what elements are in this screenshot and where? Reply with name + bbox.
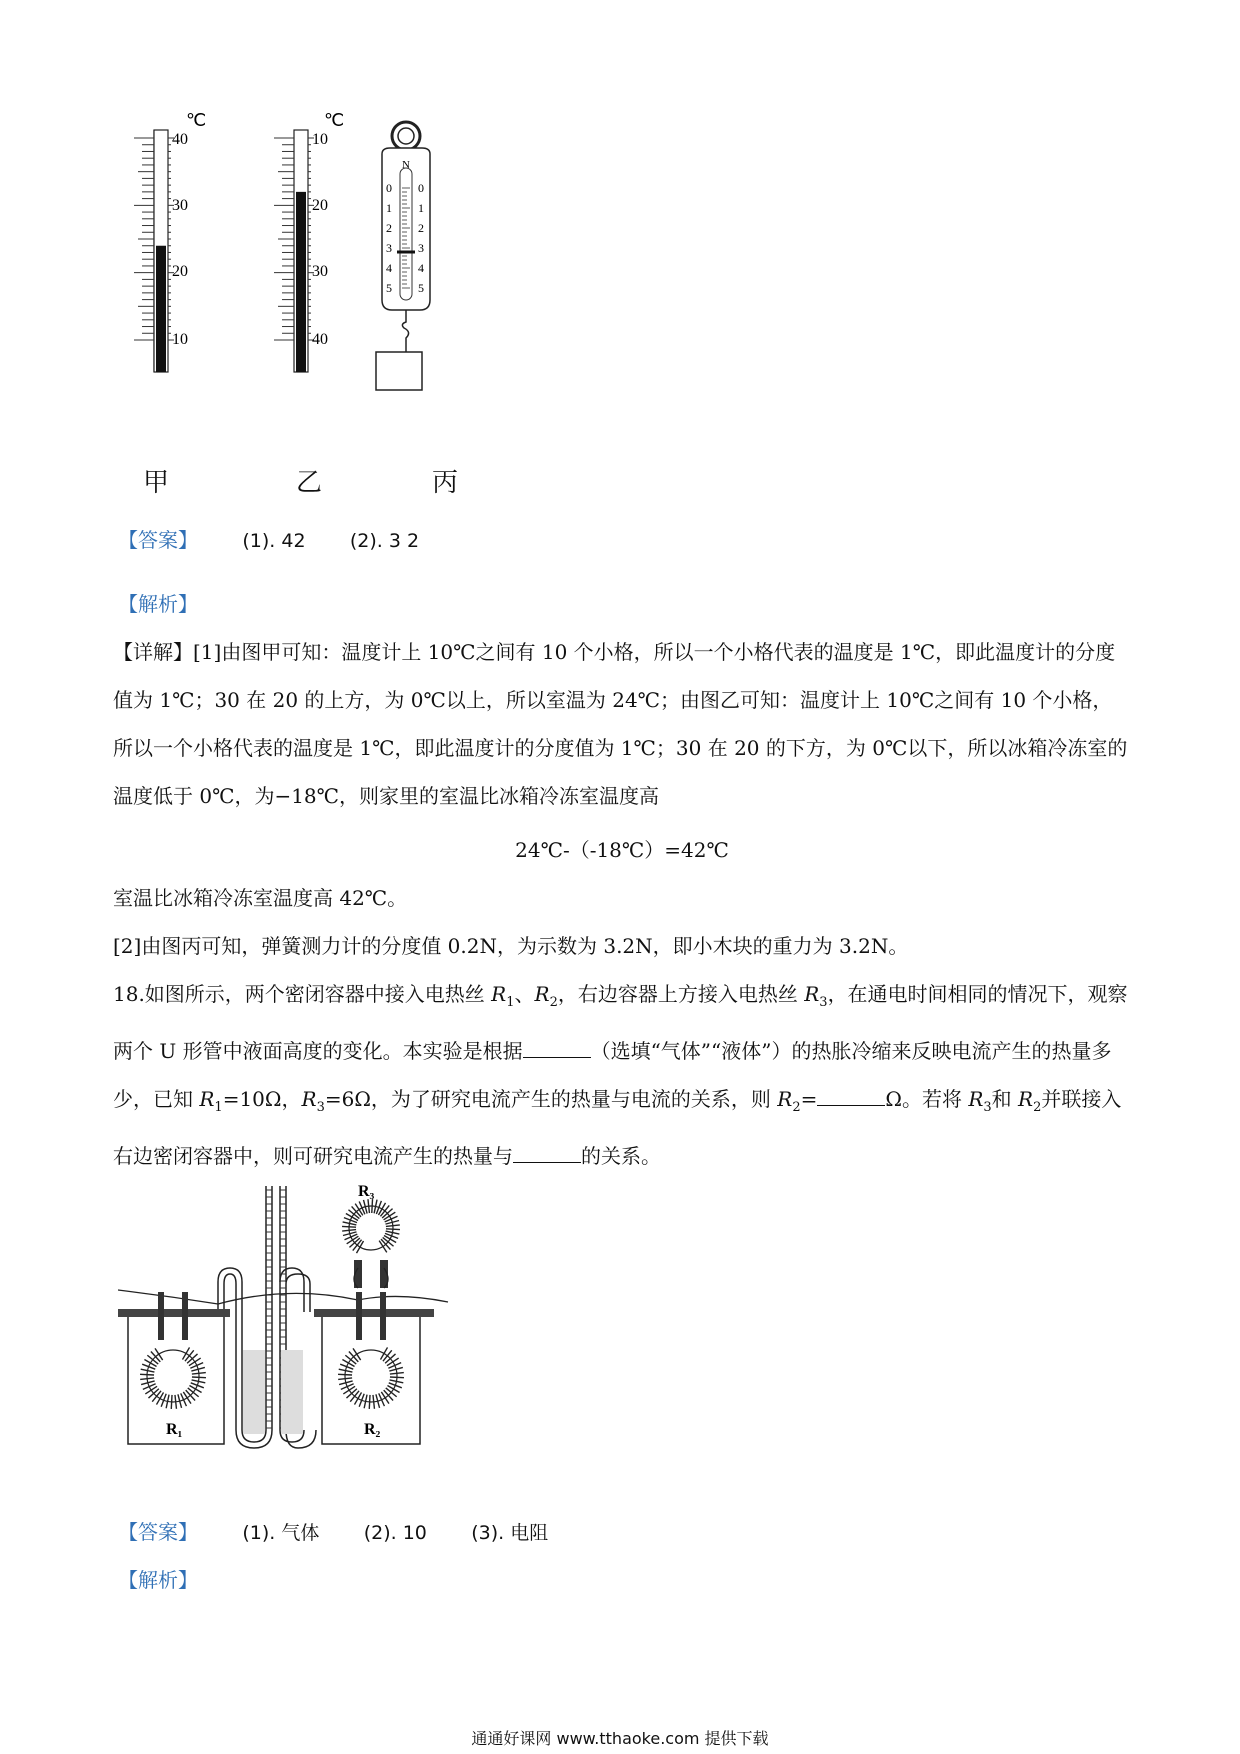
thermometer-a (134, 110, 206, 372)
figure-label-yi: 乙 (296, 468, 323, 498)
var-sub: 2 (792, 1100, 801, 1115)
q18-text: 的关系。 (581, 1144, 661, 1168)
scale-label-left: 0 (386, 181, 392, 195)
var-sub: 2 (549, 995, 558, 1010)
thermo-b-tick-label: 30 (312, 263, 328, 280)
q18-text: ，在通电时间相同的情况下，观察两个 U 形管中液面高度的变化。本实验是根据 (113, 982, 1128, 1063)
thermo-b-unit: ℃ (324, 110, 345, 130)
answer-blank-1[interactable] (523, 1039, 591, 1058)
label-r2: R₂ (364, 1421, 381, 1438)
var-r1: R (491, 982, 507, 1006)
question-18 (113, 970, 1131, 1180)
spring-scale (376, 122, 430, 390)
thermo-a-unit: ℃ (186, 110, 207, 130)
answer-2 (118, 1516, 548, 1545)
answer-tag: 【答案】 (118, 528, 198, 552)
var-r3: R (968, 1087, 984, 1111)
thermo-a-tick-label: 40 (172, 131, 188, 148)
detail-part2: [2]由图丙可知，弹簧测力计的分度值 0.2N，为示数为 3.2N，即小木块的重力为 3.2N。 (113, 934, 909, 958)
detail-paragraph (113, 628, 1131, 820)
scale-label-right: 1 (418, 201, 424, 215)
joule-heating-apparatus-figure (118, 1180, 458, 1450)
thermo-b-tick-label: 40 (312, 331, 328, 348)
var-r2: R (534, 982, 550, 1006)
q18-text: 并联接入右边密闭容器中，则可研究电流产生的热量与 (113, 1087, 1122, 1168)
label-r1: R₁ (166, 1421, 183, 1438)
q18-text: 18.如图所示，两个密闭容器中接入电热丝 (113, 982, 492, 1006)
scale-label-right: 0 (418, 181, 424, 195)
scale-label-left: 4 (386, 261, 392, 275)
var-sub: 2 (1033, 1100, 1042, 1115)
coil-ring (345, 1350, 397, 1402)
footer-source: 通通好课网 www.tthaoke.com 提供下载 (471, 1729, 769, 1748)
analysis-tag: 【解析】 (118, 1568, 198, 1592)
scale-label-right: 3 (418, 241, 424, 255)
answer-item: (1). 气体 (242, 1522, 320, 1544)
wood-block (376, 352, 422, 390)
thermo-a-tick-label: 20 (172, 263, 188, 280)
answer-item: (2). 10 (363, 1522, 427, 1544)
figure-label-bing: 丙 (432, 468, 459, 498)
detail-head: 【详解】 (113, 640, 193, 664)
thermo-b-tick-label: 10 (312, 131, 328, 148)
detail-conclusion: 室温比冰箱冷冻室温度高 42℃。 (113, 886, 408, 910)
q18-text: 、 (514, 982, 535, 1006)
thermometer-b (274, 110, 344, 372)
scale-unit-letter: N (402, 159, 410, 171)
scale-label-left: 5 (386, 281, 392, 295)
q18-text: =10Ω， (222, 1087, 302, 1111)
figure-label-jia: 甲 (143, 468, 170, 498)
heating-coil-r3 (342, 1199, 400, 1253)
heating-coil-r1 (140, 1347, 206, 1409)
thermo-a-tick-label: 10 (172, 331, 188, 348)
analysis-tag: 【解析】 (118, 592, 198, 616)
scale-label-left: 3 (386, 241, 392, 255)
var-r3: R (804, 982, 820, 1006)
var-sub: 1 (214, 1100, 223, 1115)
thermo-a-tick-label: 30 (172, 197, 188, 214)
scale-label-right: 4 (418, 261, 424, 275)
q18-text: =6Ω，为了研究电流产生的热量与电流的关系，则 (324, 1087, 778, 1111)
answer-item: (1). 42 (242, 530, 306, 552)
var-r1: R (199, 1087, 215, 1111)
answer-item: (3). 电阻 (471, 1522, 549, 1544)
q18-text: = (800, 1087, 818, 1111)
answer-blank-3[interactable] (513, 1144, 581, 1163)
answer-tag: 【答案】 (118, 1520, 198, 1544)
answer-item: (2). 3 2 (349, 530, 420, 552)
scale-label-right: 2 (418, 221, 424, 235)
var-r3: R (301, 1087, 317, 1111)
var-sub: 3 (316, 1100, 325, 1115)
var-sub: 1 (506, 995, 515, 1010)
var-r2: R (777, 1087, 793, 1111)
q18-text: Ω。若将 (885, 1087, 969, 1111)
scale-label-left: 1 (386, 201, 392, 215)
var-sub: 3 (819, 995, 828, 1010)
coil-ring (349, 1206, 393, 1250)
thermo-b-tick-label: 20 (312, 197, 328, 214)
q18-text: 和 (991, 1087, 1019, 1111)
var-r2: R (1018, 1087, 1034, 1111)
coil-ring (147, 1350, 199, 1402)
detail-formula: 24℃-（-18℃）=42℃ (515, 838, 729, 862)
scale-label-left: 2 (386, 221, 392, 235)
detail-text: [1]由图甲可知：温度计上 10℃之间有 10 个小格，所以一个小格代表的温度是 1℃，即此温度计的分度值为 1℃；30 在 20 的上方，为 0℃以上，所以室温为 24℃；由图乙可知：温度计上 10℃之间有 10 个小格，所以一个小格代表的温度是 1℃，即此温度计的分度值为 1℃；30 在 20 的下方，为 0℃以下，所以冰箱冷冻室的温度低于 0℃，为−18℃，则家里的室温比冰箱冷冻室温度高 (113, 640, 1128, 808)
answer-blank-2[interactable] (817, 1087, 885, 1106)
label-r3: R₃ (358, 1183, 375, 1200)
q18-text: （选填“气体”“液体”）的热胀冷缩来反映电流产生的热量多少，已知 (113, 1039, 1112, 1111)
scale-label-right: 5 (418, 281, 424, 295)
answer-1 (118, 524, 419, 553)
var-sub: 3 (983, 1100, 992, 1115)
q18-text: ，右边容器上方接入电热丝 (557, 982, 805, 1006)
heating-coil-r2 (338, 1347, 404, 1409)
measuring-instruments-figure (120, 110, 500, 450)
